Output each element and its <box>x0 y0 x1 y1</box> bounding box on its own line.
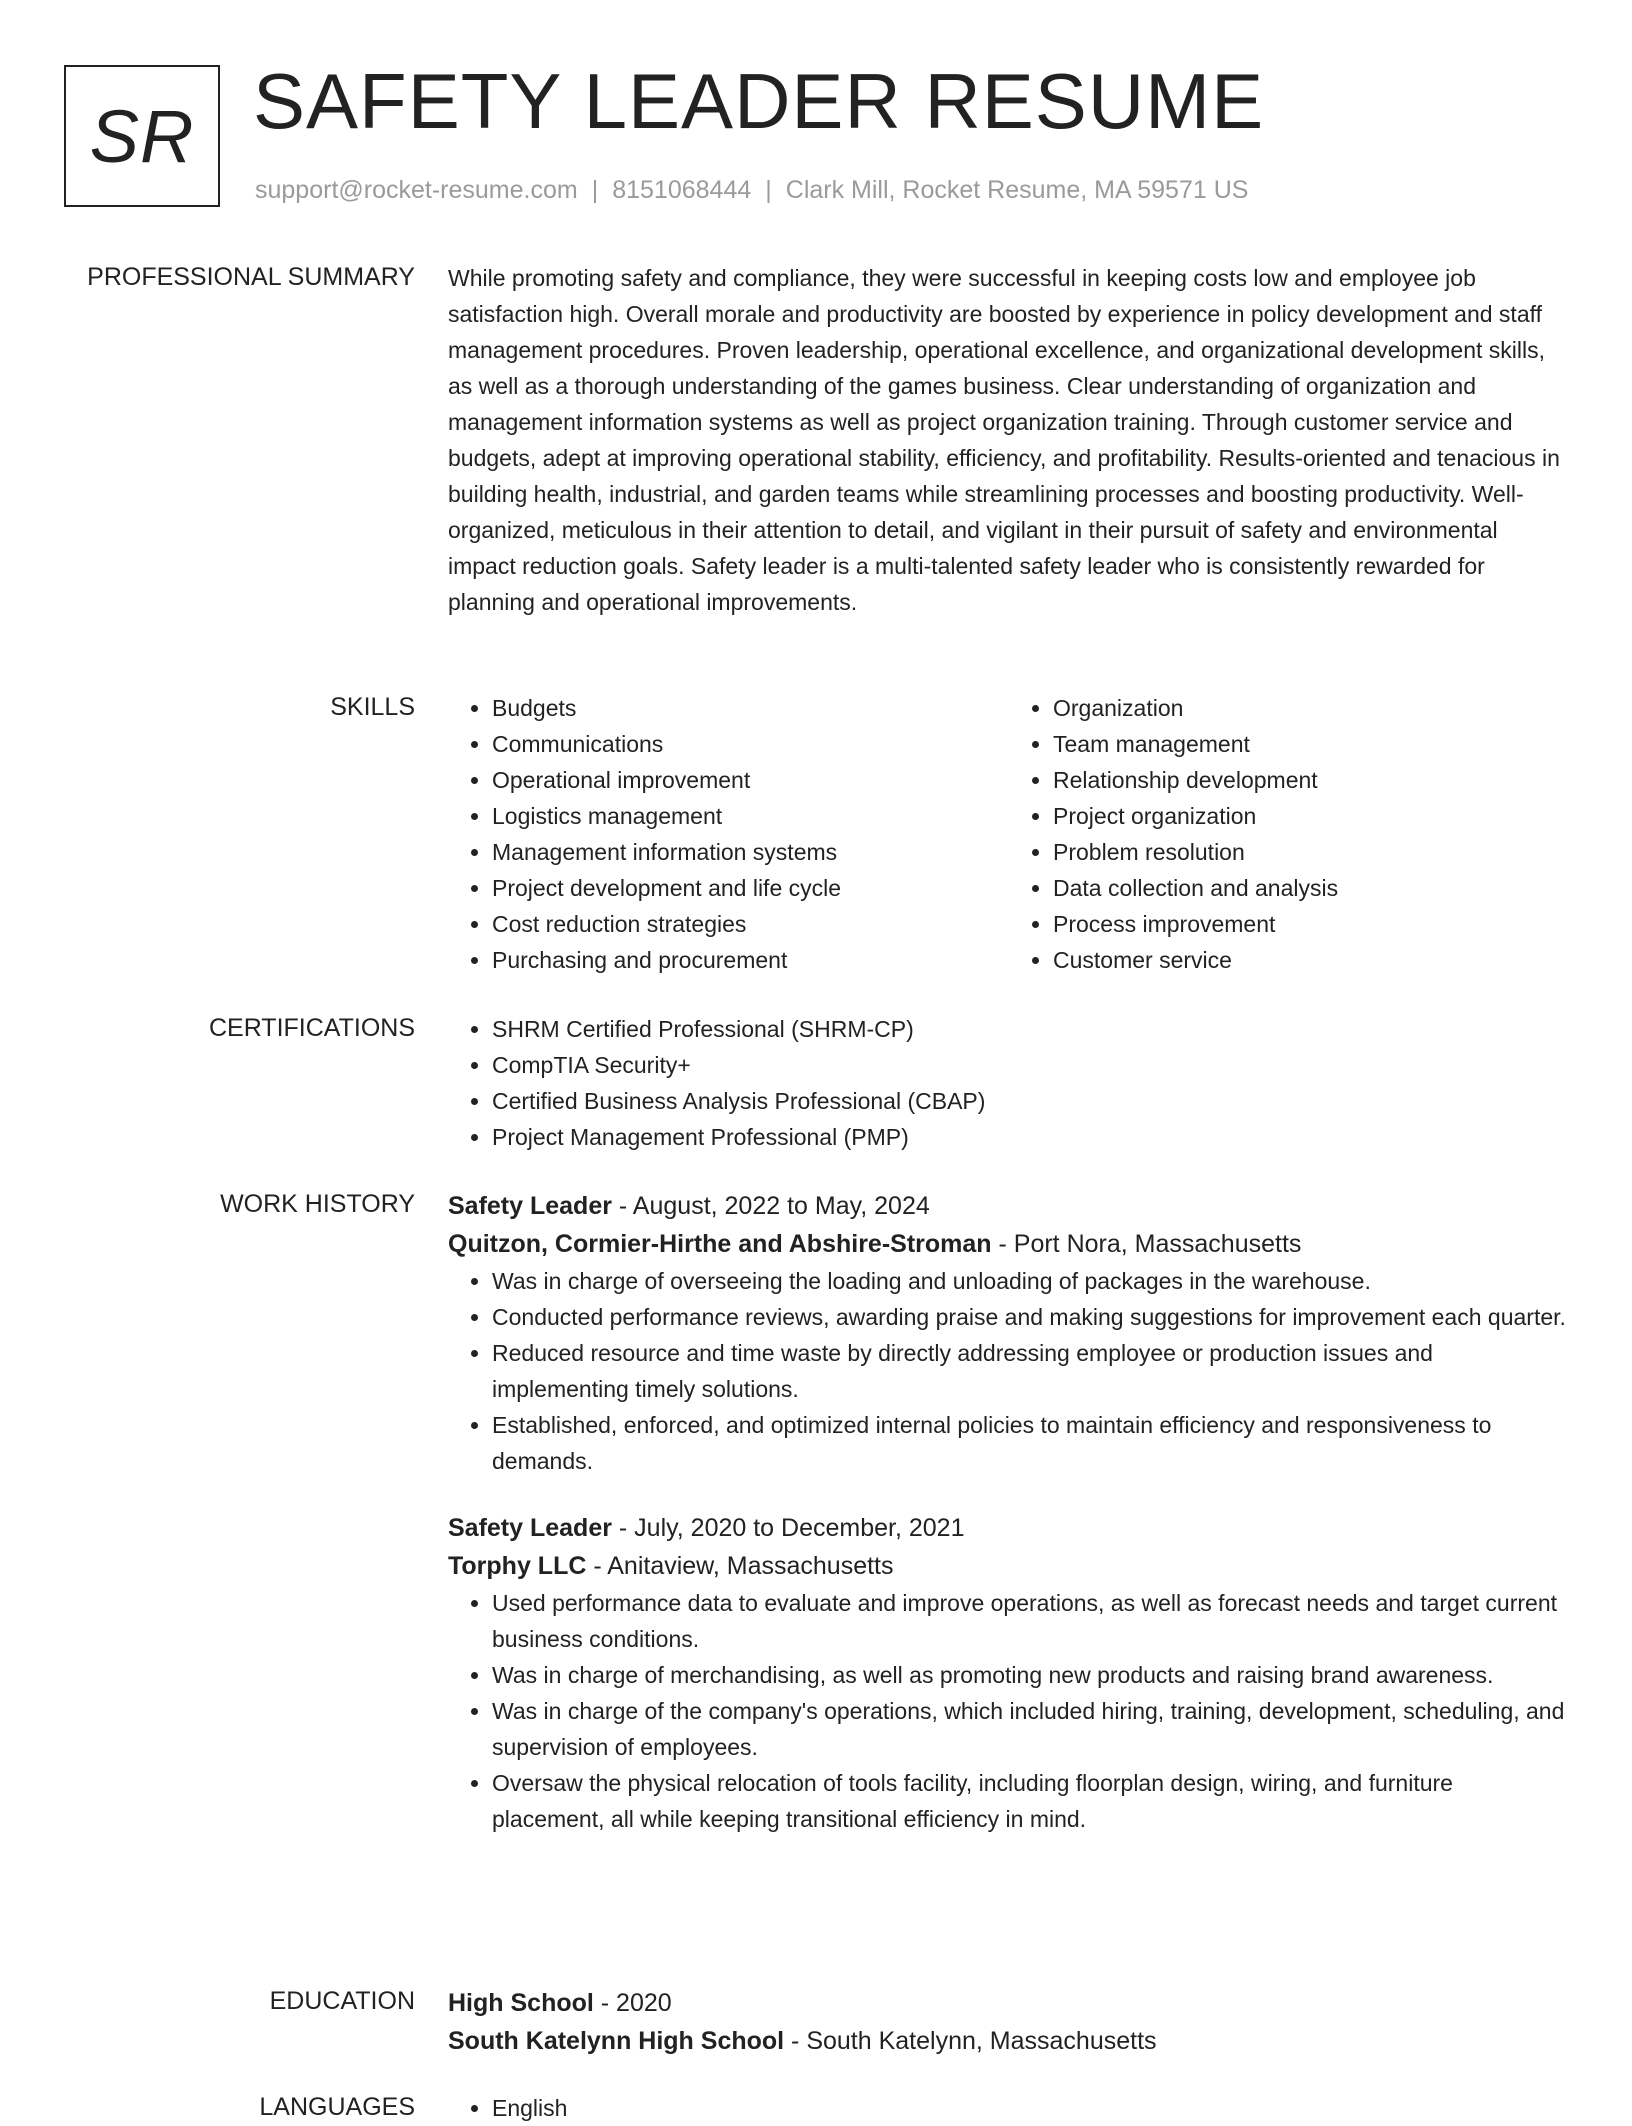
list-item: • SHRM Certified Professional (SHRM-CP) <box>492 1011 1570 1047</box>
resume-title: SAFETY LEADER RESUME <box>253 57 1265 145</box>
list-item: • Was in charge of merchandising, as well as promoting new products and raising brand awareness. <box>492 1657 1570 1693</box>
work-history-body <box>448 1187 1570 1837</box>
list-item: • Cost reduction strategies <box>492 906 1009 942</box>
list-item: • Certified Business Analysis Professional (CBAP) <box>492 1083 1570 1119</box>
list-item: • English <box>492 2090 1570 2126</box>
list-item: • Was in charge of the company's operations, which included hiring, training, development, scheduling, and supervision of employees. <box>492 1693 1570 1765</box>
skills-grid <box>448 690 1570 978</box>
list-item: • Project development and life cycle <box>492 870 1009 906</box>
education-school-line <box>448 2022 1570 2060</box>
education-degree-line <box>448 1984 1570 2022</box>
job-location: - Anitaview, Massachusetts <box>586 1552 894 1580</box>
job-dates: - August, 2022 to May, 2024 <box>611 1192 930 1220</box>
list-item: • Purchasing and procurement <box>492 942 1009 978</box>
job-company: Torphy LLC <box>448 1552 587 1580</box>
list-item: • Process improvement <box>1053 906 1570 942</box>
list-item: • Oversaw the physical relocation of tools facility, including floorplan design, wiring, and furniture placement, all while keeping transitional efficiency in mind. <box>492 1765 1570 1837</box>
list-item: • Customer service <box>1053 942 1570 978</box>
job-title-line <box>448 1509 1570 1547</box>
education-school: South Katelynn High School <box>448 2027 785 2055</box>
job-entry <box>448 1187 1570 1479</box>
contact-separator: | <box>765 176 772 204</box>
list-item: • Data collection and analysis <box>1053 870 1570 906</box>
list-item: • Established, enforced, and optimized internal policies to maintain efficiency and responsiveness to demands. <box>492 1407 1570 1479</box>
job-duties-list <box>448 1585 1570 1837</box>
section-label-education: EDUCATION <box>269 1987 415 2015</box>
skills-list-right <box>1009 690 1570 978</box>
contact-separator: | <box>591 176 599 204</box>
education-year: - 2020 <box>593 1989 672 2017</box>
contact-address: Clark Mill, Rocket Resume, MA 59571 US <box>785 176 1249 204</box>
section-label-certifications: CERTIFICATIONS <box>208 1014 415 1042</box>
section-label-work-history: WORK HISTORY <box>220 1190 415 1218</box>
job-company-line <box>448 1225 1570 1263</box>
list-item: • Communications <box>492 726 1009 762</box>
list-item: • Operational improvement <box>492 762 1009 798</box>
skills-list-left <box>448 690 1009 978</box>
section-label-skills: SKILLS <box>330 693 415 721</box>
certifications-body <box>448 1011 1570 1155</box>
job-duties-list <box>448 1263 1570 1479</box>
summary-text: While promoting safety and compliance, they were successful in keeping costs low and employee job satisfaction high. Overall morale and productivity are boosted by experience in policy development and staff management procedures. Proven leadership, operational excellence, and organizational development skills, as well as a thorough understanding of the games business. Clear understanding of organization and management information systems as well as project organization training. Through customer service and budgets, adept at improving operational stability, efficiency, and profitability. Results-oriented and tenacious in building health, industrial, and garden teams while streamlining processes and boosting productivity. Well-organized, meticulous in their attention to detail, and vigilant in their pursuit of safety and environmental impact reduction goals. Safety leader is a multi-talented safety leader who is consistently rewarded for planning and operational improvements. <box>448 265 1560 615</box>
list-item: • Problem resolution <box>1053 834 1570 870</box>
section-label-languages: LANGUAGES <box>259 2093 415 2121</box>
certifications-list <box>448 1011 1570 1155</box>
list-item: • Project Management Professional (PMP) <box>492 1119 1570 1155</box>
languages-list <box>448 2090 1570 2126</box>
list-item: • Team management <box>1053 726 1570 762</box>
list-item: • Management information systems <box>492 834 1009 870</box>
job-company-line <box>448 1547 1570 1585</box>
monogram-initials: SR <box>64 65 220 207</box>
job-company: Quitzon, Cormier-Hirthe and Abshire-Stroman <box>448 1230 992 1258</box>
list-item: • Relationship development <box>1053 762 1570 798</box>
list-item: • Used performance data to evaluate and improve operations, as well as forecast needs and target current business conditions. <box>492 1585 1570 1657</box>
contact-line <box>255 172 1248 208</box>
list-item: • Conducted performance reviews, awarding praise and making suggestions for improvement each quarter. <box>492 1299 1570 1335</box>
job-dates: - July, 2020 to December, 2021 <box>611 1514 965 1542</box>
contact-email: support@rocket-resume.com <box>255 176 578 204</box>
list-item: • Budgets <box>492 690 1009 726</box>
languages-body <box>448 2090 1570 2126</box>
job-title: Safety Leader <box>448 1192 612 1220</box>
list-item: • Organization <box>1053 690 1570 726</box>
list-item: • Reduced resource and time waste by directly addressing employee or production issues and implementing timely solutions. <box>492 1335 1570 1407</box>
job-entry <box>448 1509 1570 1837</box>
summary-body <box>448 260 1570 620</box>
list-item: • Project organization <box>1053 798 1570 834</box>
job-title: Safety Leader <box>448 1514 612 1542</box>
list-item: • Was in charge of overseeing the loading and unloading of packages in the warehouse. <box>492 1263 1570 1299</box>
contact-phone: 8151068444 <box>612 176 752 204</box>
education-body <box>448 1984 1570 2060</box>
section-label-summary: PROFESSIONAL SUMMARY <box>87 263 415 291</box>
list-item: • CompTIA Security+ <box>492 1047 1570 1083</box>
list-item: • Logistics management <box>492 798 1009 834</box>
education-degree: High School <box>448 1989 594 2017</box>
job-title-line <box>448 1187 1570 1225</box>
education-location: - South Katelynn, Massachusetts <box>784 2027 1157 2055</box>
job-location: - Port Nora, Massachusetts <box>991 1230 1302 1258</box>
